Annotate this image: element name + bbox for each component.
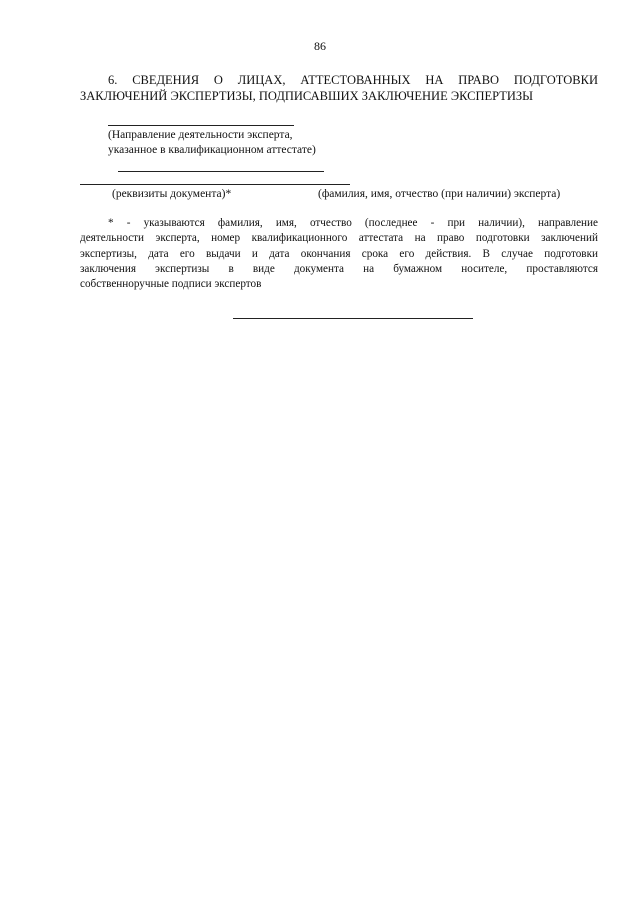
section-heading-line-1: 6. СВЕДЕНИЯ О ЛИЦАХ, АТТЕСТОВАННЫХ НА ПРАВО ПОДГОТОВКИ xyxy=(108,73,598,87)
footnote-line-2: деятельности эксперта, номер квалификационного аттестата на право подготовки заключений xyxy=(80,232,598,245)
expert-direction-underline xyxy=(118,171,324,172)
footnote-line-5: собственноручные подписи экспертов xyxy=(80,278,262,291)
section-heading xyxy=(80,72,598,104)
section-heading-line-2: ЗАКЛЮЧЕНИЙ ЭКСПЕРТИЗЫ, ПОДПИСАВШИХ ЗАКЛЮЧЕНИЕ ЭКСПЕРТИЗЫ xyxy=(80,89,534,103)
footnote xyxy=(80,216,598,292)
expert-direction-signature-line xyxy=(108,125,294,126)
expert-name-label: (фамилия, имя, отчество (при наличии) эксперта) xyxy=(318,188,561,200)
footnote-line-1: * - указываются фамилия, имя, отчество (последнее - при наличии), направление xyxy=(108,217,598,229)
expert-direction-label-line-2: указанное в квалификационном аттестате) xyxy=(108,144,316,156)
page-number: 86 xyxy=(314,39,326,53)
expert-direction-label-line-1: (Направление деятельности эксперта, xyxy=(108,129,293,141)
document-details-signature-line xyxy=(80,184,350,185)
footnote-line-4: заключения экспертизы в виде документа на бумажном носителе, проставляются xyxy=(80,262,598,275)
footnote-line-3: экспертизы, дата его выдачи и дата окончания срока его действия. В случае подготовки xyxy=(80,247,598,260)
end-divider-line xyxy=(233,318,473,319)
document-details-label: (реквизиты документа)* xyxy=(112,188,232,200)
